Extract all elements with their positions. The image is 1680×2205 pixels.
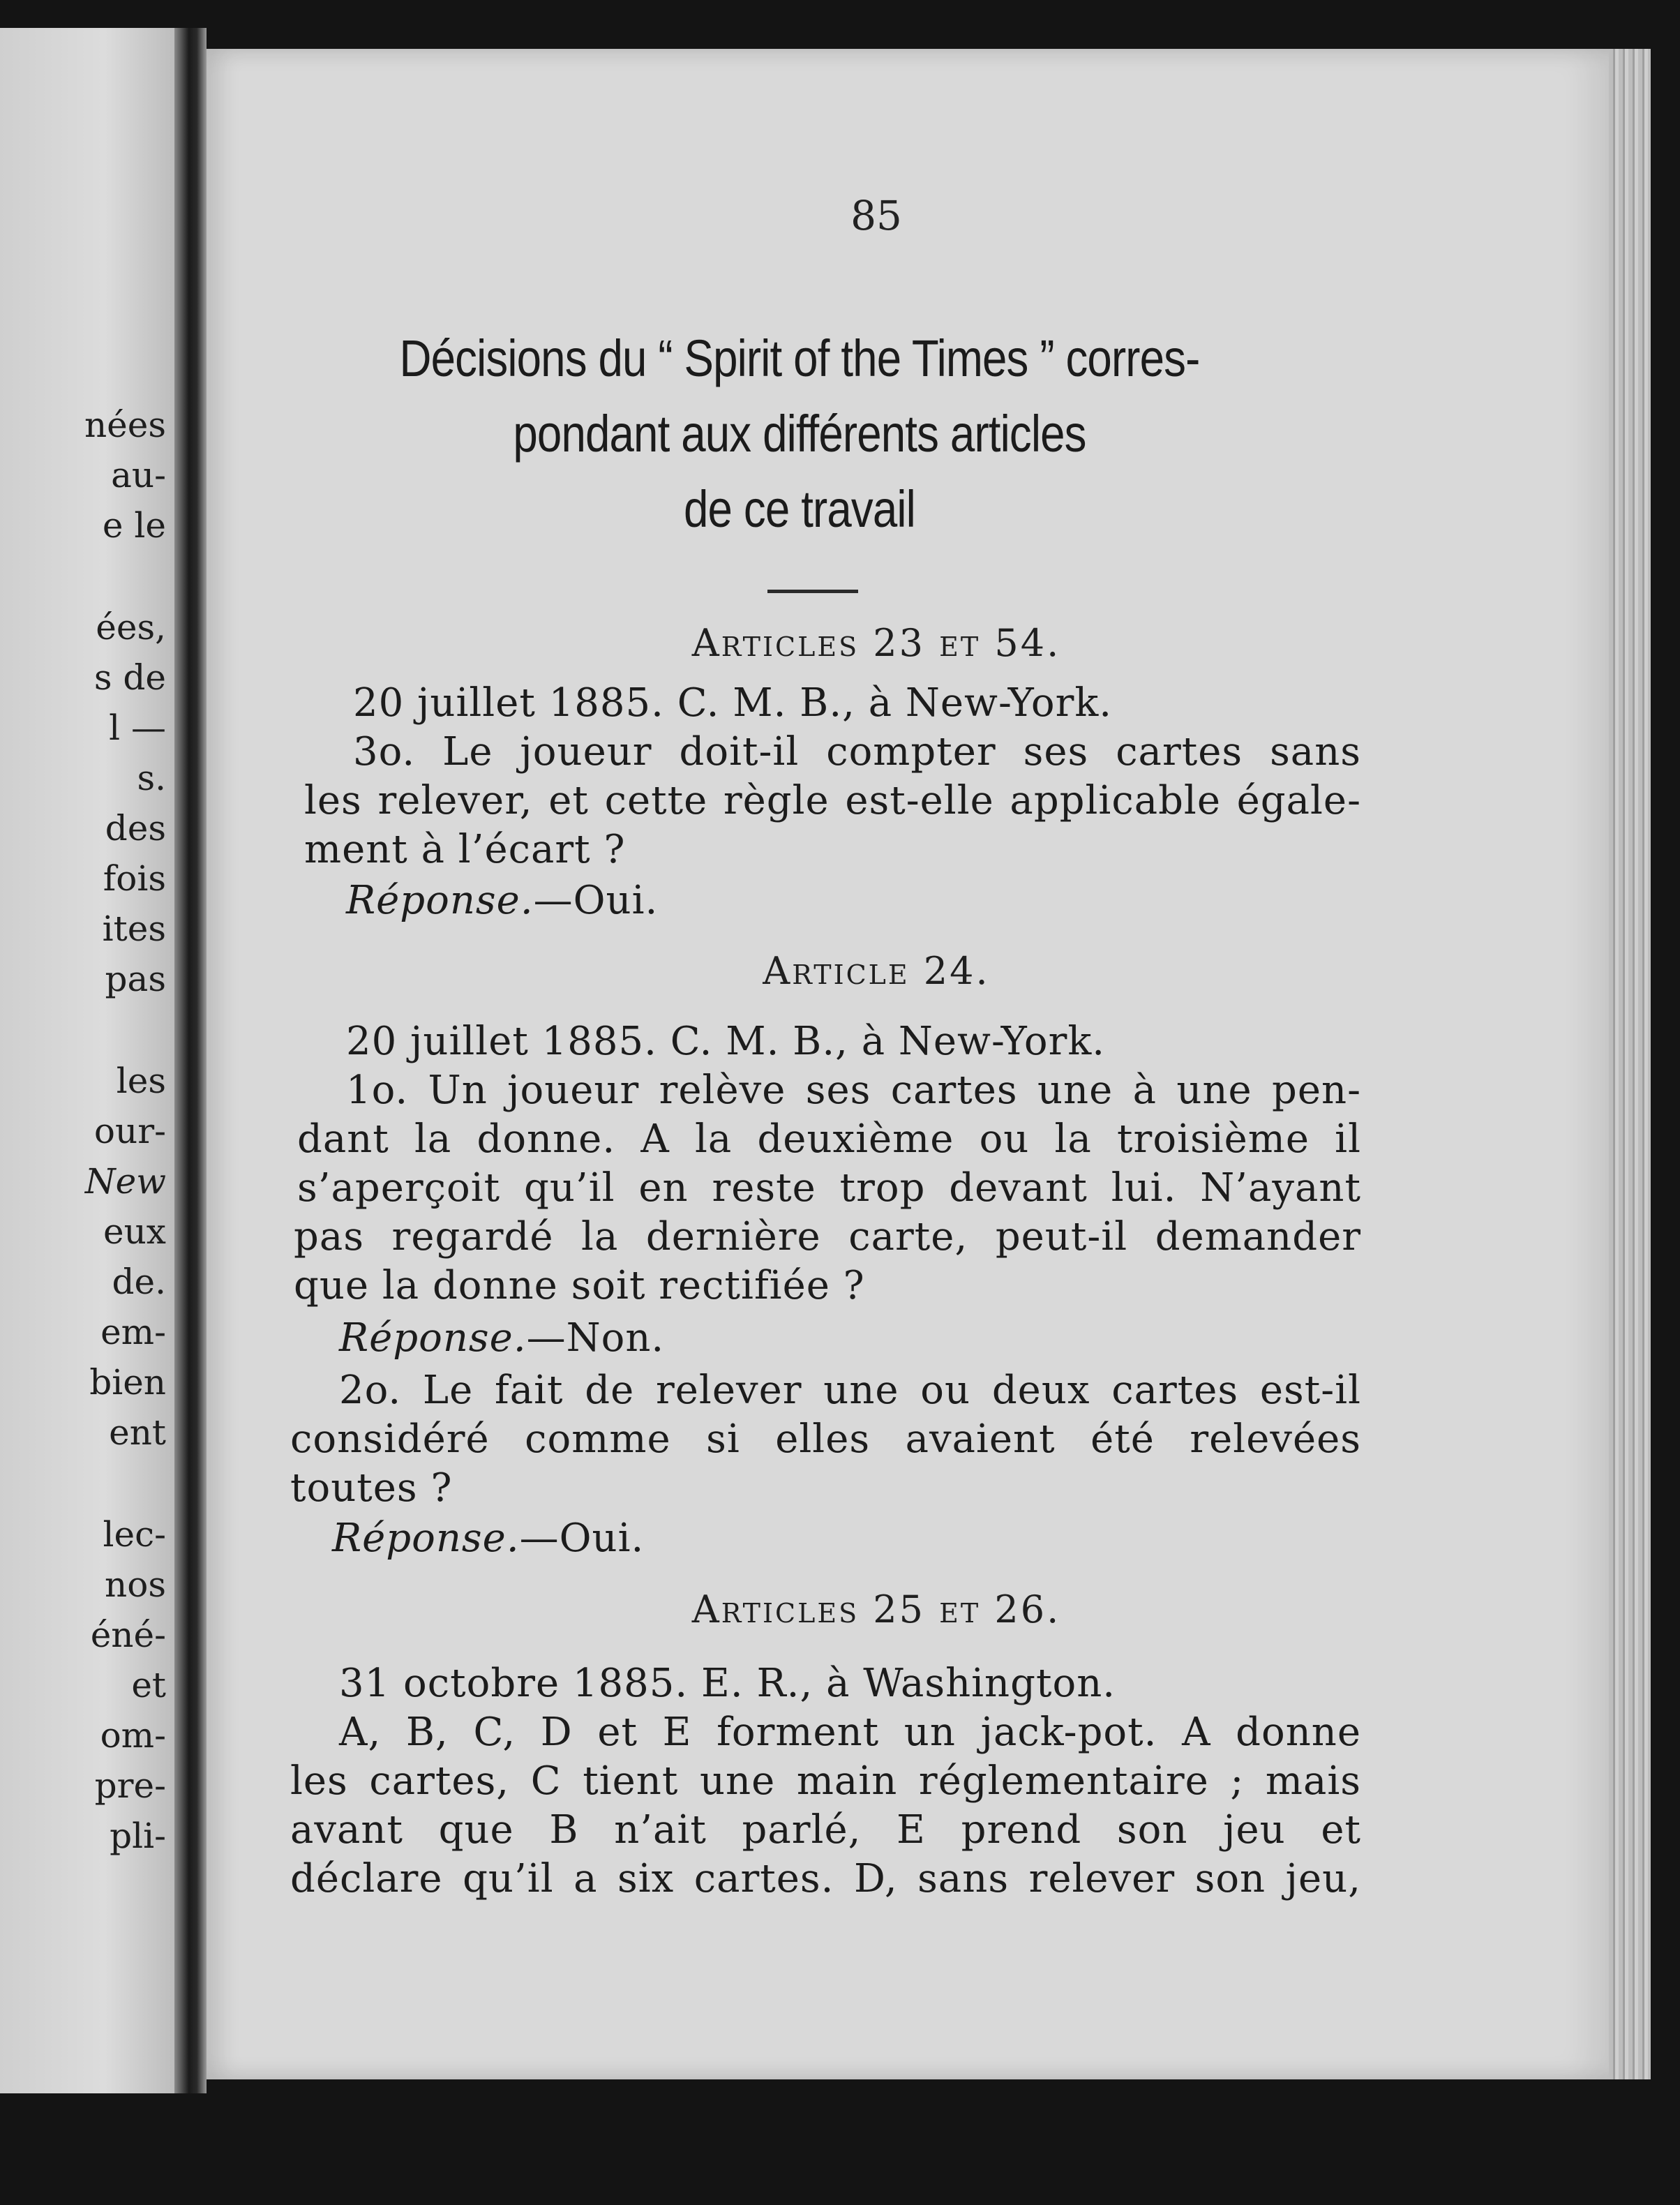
text-line: ment à l’écart ? [304, 827, 626, 872]
left-page-fragment: ent [109, 1412, 166, 1453]
answer-line [332, 1516, 644, 1561]
book-page [207, 49, 1609, 2079]
section-title: Articles 23 et 54. [691, 621, 1061, 665]
left-page-fragment: s de [93, 657, 166, 698]
page-number: 85 [850, 192, 902, 239]
left-page-fragment: bien [89, 1362, 166, 1403]
left-page-fragment: s. [137, 758, 166, 798]
left-page-fragment: pre- [94, 1765, 166, 1806]
answer-value: —Oui. [533, 878, 659, 923]
text-line: 3o. Le joueur doit-il compter ses cartes sans [353, 729, 1361, 775]
text-line: que la donne soit rectifiée ? [294, 1263, 865, 1308]
heading-rule [767, 590, 858, 593]
left-page-fragment: pli- [110, 1816, 166, 1856]
text-line: 1o. Un joueur relève ses cartes une à une pen- [346, 1068, 1361, 1113]
answer-label: Réponse. [339, 1315, 527, 1361]
text-line: s’aperçoit qu’il en reste trop devant lui. N’ayant [297, 1165, 1361, 1211]
left-page-fragment: om- [100, 1715, 166, 1756]
left-page-fragment: eux [103, 1211, 166, 1252]
text-line: considéré comme si elles avaient été relevées [290, 1417, 1361, 1462]
text-line: avant que B n’ait parlé, E prend son jeu et [290, 1807, 1361, 1853]
left-page-fragment: l — [109, 708, 166, 748]
answer-label: Réponse. [346, 878, 534, 923]
text-line: les cartes, C tient une main réglementaire ; mais [290, 1758, 1361, 1804]
page-edges [1609, 49, 1651, 2079]
left-page-fragment: des [105, 808, 166, 849]
left-page-fragment: em- [100, 1312, 166, 1352]
answer-value: —Non. [526, 1315, 665, 1361]
left-page-fragment: lec- [103, 1514, 166, 1555]
heading-line: de ce travail [684, 480, 915, 538]
heading-line: pondant aux différents articles [513, 405, 1086, 463]
left-page-fragment: fois [103, 858, 166, 899]
left-page-fragment: ées, [96, 607, 166, 648]
left-page-fragment: our- [93, 1111, 166, 1151]
left-page-fragment: nées [84, 405, 166, 445]
left-page-fragment: New [84, 1161, 166, 1202]
text-line: déclare qu’il a six cartes. D, sans relever son jeu, [290, 1856, 1361, 1901]
left-page-fragment: de. [112, 1262, 166, 1302]
left-facing-page [0, 28, 174, 2093]
answer-value: —Oui. [519, 1516, 645, 1561]
left-page-fragment: pas [105, 959, 166, 999]
left-page-fragment: les [116, 1061, 166, 1101]
heading-line: Décisions du “ Spirit of the Times ” corres- [399, 329, 1200, 387]
answer-label: Réponse. [332, 1516, 520, 1561]
left-page-fragment: e le [102, 505, 166, 546]
text-line: pas regardé la dernière carte, peut-il demander [294, 1214, 1361, 1260]
text-line: 20 juillet 1885. C. M. B., à New-York. [353, 680, 1113, 726]
text-line: 20 juillet 1885. C. M. B., à New-York. [346, 1019, 1106, 1064]
text-line: dant la donne. A la deuxième ou la troisième il [297, 1116, 1361, 1162]
text-line: 31 octobre 1885. E. R., à Washington. [339, 1661, 1116, 1706]
answer-line [339, 1315, 664, 1361]
section-title: Articles 25 et 26. [691, 1587, 1061, 1631]
text-line: 2o. Le fait de relever une ou deux cartes est-il [339, 1368, 1361, 1413]
left-page-fragment: nos [105, 1564, 166, 1605]
text-line: les relever, et cette règle est-elle applicable égale- [304, 778, 1361, 823]
left-page-fragment: ites [102, 909, 166, 949]
left-page-fragment: au- [111, 455, 166, 495]
text-line: toutes ? [290, 1465, 453, 1511]
answer-line [346, 878, 658, 923]
left-page-fragment: éné- [90, 1615, 166, 1655]
text-line: A, B, C, D et E forment un jack-pot. A donne [339, 1710, 1361, 1755]
chapter-heading [290, 321, 1310, 547]
section-title: Article 24. [763, 949, 990, 993]
left-page-fragment: et [131, 1665, 166, 1705]
book-gutter [174, 28, 207, 2093]
